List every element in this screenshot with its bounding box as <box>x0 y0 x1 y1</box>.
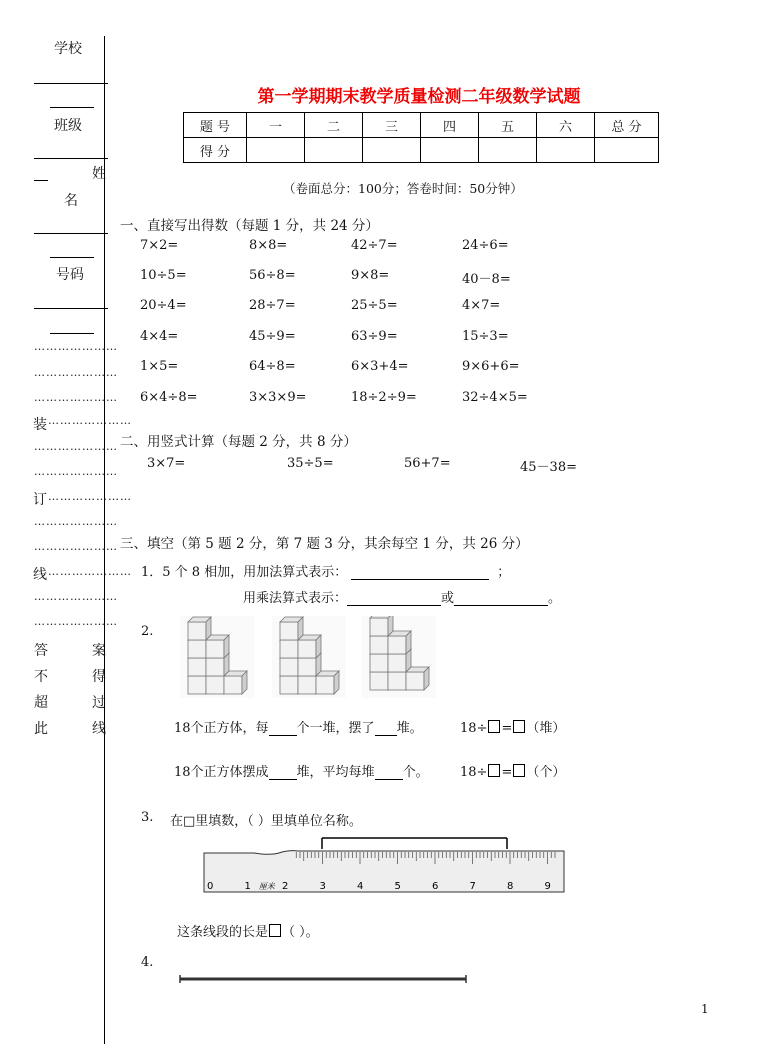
table-row-label: 得 分 <box>184 138 247 163</box>
class-label: 班级 <box>54 118 82 134</box>
score-cell[interactable] <box>247 138 305 163</box>
warn-char: 过 <box>92 695 106 711</box>
q2-equation-b <box>460 761 565 780</box>
problem: 18÷2÷9= <box>351 390 417 405</box>
table-header-cell: 二 <box>305 113 363 138</box>
ruler-unit: 厘米 <box>258 882 275 891</box>
q1-addition-end: ； <box>497 565 511 580</box>
ruler-number: 2 <box>282 881 289 892</box>
ruler-number: 9 <box>544 881 551 892</box>
q1-or: 或 <box>441 591 455 606</box>
dotted-line: ………………… <box>48 565 132 578</box>
q2-equation-a <box>460 717 565 736</box>
problem: 1×5= <box>140 359 179 374</box>
q2-a-text: 个一堆，摆了 <box>296 721 375 736</box>
dotted-line: ………………… <box>48 414 132 427</box>
problem: 40－8= <box>462 272 511 287</box>
problem: 28÷7= <box>249 298 296 313</box>
table-header-cell: 三 <box>363 113 421 138</box>
problem: 32÷4×5= <box>462 390 528 405</box>
q2-unit: （堆） <box>526 721 566 736</box>
problem: 9×8= <box>351 268 390 283</box>
problem: 56+7= <box>404 456 451 471</box>
q3-number: 3. <box>141 810 154 825</box>
q2-number: 2. <box>141 624 154 639</box>
problem: 7×2= <box>140 238 179 253</box>
dotted-line: ………………… <box>48 490 132 503</box>
page-title: 第一学期期末教学质量检测二年级数学试题 <box>257 87 581 107</box>
table-header-cell: 一 <box>247 113 305 138</box>
warn-char: 案 <box>92 643 106 659</box>
equals-sign: = <box>501 721 513 736</box>
answer-box[interactable] <box>269 924 281 937</box>
answer-blank[interactable] <box>351 565 489 580</box>
q3-answer <box>177 921 319 940</box>
q2-b-text: 堆，平均每堆 <box>296 765 375 780</box>
score-cell[interactable] <box>537 138 595 163</box>
number-blank <box>34 308 108 309</box>
q1-multiplication <box>243 587 561 606</box>
cube-stacks-image <box>180 616 460 698</box>
problem: 10÷5= <box>140 268 187 283</box>
class-blank <box>34 158 108 159</box>
q2-line-b <box>174 761 429 780</box>
score-cell[interactable] <box>421 138 479 163</box>
answer-blank[interactable] <box>269 721 297 736</box>
q1-addition-text: 1．5 个 8 相加，用加法算式表示： <box>141 565 348 580</box>
ruler-image <box>202 836 566 896</box>
problem: 20÷4= <box>140 298 187 313</box>
school-label: 学校 <box>54 41 82 57</box>
q2-eq: 18÷ <box>460 721 488 736</box>
score-cell[interactable] <box>595 138 659 163</box>
answer-blank[interactable] <box>454 591 548 606</box>
section2-heading: 二、用竖式计算（每题 2 分，共 8 分） <box>120 434 357 450</box>
name-label-1: 姓 <box>92 166 106 182</box>
ruler-number: 6 <box>432 881 439 892</box>
problem: 8×8= <box>249 238 288 253</box>
table-header-cell: 题 号 <box>184 113 247 138</box>
equals-sign: = <box>501 765 513 780</box>
ruler-number: 4 <box>357 881 364 892</box>
problem: 24÷6= <box>462 238 509 253</box>
q3-answer-end: （ ）。 <box>282 925 319 940</box>
dotted-line: ………………… <box>34 391 118 404</box>
dotted-line: ………………… <box>34 465 118 478</box>
line-segment-image <box>176 972 472 986</box>
ruler-number: 7 <box>469 881 476 892</box>
q1-addition <box>141 561 510 580</box>
problem: 3×3×9= <box>249 390 307 405</box>
number-label: 号码 <box>56 267 84 283</box>
problem: 3×7= <box>147 456 186 471</box>
warn-char: 此 <box>34 721 48 737</box>
problem: 42÷7= <box>351 238 398 253</box>
warn-char: 线 <box>92 721 106 737</box>
divider <box>50 107 94 108</box>
q2-b-text: 个。 <box>402 765 429 780</box>
table-header-cell: 总 分 <box>595 113 659 138</box>
dotted-line: ………………… <box>34 615 118 628</box>
problem: 45－38= <box>520 460 577 475</box>
warn-char: 不 <box>34 669 48 685</box>
answer-box[interactable] <box>513 720 525 733</box>
q1-multiplication-text: 用乘法算式表示： <box>243 591 348 606</box>
warn-char: 超 <box>34 695 48 711</box>
problem: 25÷5= <box>351 298 398 313</box>
name-label-2: 名 <box>64 193 78 209</box>
ruler-number: 1 <box>244 881 251 892</box>
page-number: 1 <box>701 1002 709 1016</box>
ruler-number: 3 <box>319 881 326 892</box>
answer-blank[interactable] <box>375 721 397 736</box>
problem: 56÷8= <box>249 268 296 283</box>
problem: 35÷5= <box>287 456 334 471</box>
q2-eq: 18÷ <box>460 765 488 780</box>
divider <box>50 333 94 334</box>
warn-char: 得 <box>92 669 106 685</box>
warn-char: 答 <box>34 643 48 659</box>
dotted-line: ………………… <box>34 366 118 379</box>
table-row <box>184 138 659 163</box>
answer-box[interactable] <box>488 720 500 733</box>
problem: 64÷8= <box>249 359 296 374</box>
answer-blank[interactable] <box>269 765 297 780</box>
answer-blank[interactable] <box>375 765 403 780</box>
ruler-number: 5 <box>394 881 401 892</box>
problem: 63÷9= <box>351 329 398 344</box>
problem: 6×3+4= <box>351 359 409 374</box>
dotted-line: ………………… <box>34 340 118 353</box>
q3-text: 在□里填数，（ ）里填单位名称。 <box>170 814 362 829</box>
dotted-line: ………………… <box>34 440 118 453</box>
q2-line-a <box>174 717 423 736</box>
problem: 45÷9= <box>249 329 296 344</box>
q2-b-text: 18个正方体摆成 <box>174 765 269 780</box>
answer-blank[interactable] <box>347 591 441 606</box>
name-blank <box>34 233 108 234</box>
problem: 6×4÷8= <box>140 390 198 405</box>
q3-answer-text: 这条线段的长是 <box>177 925 269 940</box>
zhuang-label: 装 <box>33 417 47 433</box>
divider <box>50 257 94 258</box>
answer-box[interactable] <box>488 764 500 777</box>
table-row <box>184 113 659 138</box>
score-cell[interactable] <box>479 138 537 163</box>
divider <box>34 180 48 181</box>
table-header-cell: 五 <box>479 113 537 138</box>
problem: 4×4= <box>140 329 179 344</box>
problem: 15÷3= <box>462 329 509 344</box>
answer-box[interactable] <box>513 764 525 777</box>
dotted-line: ………………… <box>34 540 118 553</box>
dotted-line: ………………… <box>34 590 118 603</box>
section3-heading: 三、填空（第 5 题 2 分，第 7 题 3 分，其余每空 1 分，共 26 分） <box>120 536 529 552</box>
q4-number: 4. <box>141 955 154 970</box>
score-cell[interactable] <box>363 138 421 163</box>
q2-a-text: 堆。 <box>396 721 423 736</box>
problem: 9×6+6= <box>462 359 520 374</box>
table-header-cell: 四 <box>421 113 479 138</box>
problem: 4×7= <box>462 298 501 313</box>
q2-a-text: 18个正方体，每 <box>174 721 269 736</box>
table-header-cell: 六 <box>537 113 595 138</box>
xian-label: 线 <box>33 567 47 583</box>
ding-label: 订 <box>33 492 47 508</box>
score-table <box>183 112 659 163</box>
score-cell[interactable] <box>305 138 363 163</box>
ruler-number: 0 <box>207 881 214 892</box>
section1-heading: 一、直接写出得数（每题 1 分，共 24 分） <box>120 218 379 234</box>
q1-end: 。 <box>548 591 562 606</box>
exam-info: （卷面总分：100分；答卷时间：50分钟） <box>283 181 523 196</box>
ruler-number: 8 <box>507 881 514 892</box>
dotted-line: ………………… <box>34 515 118 528</box>
q2-unit: （个） <box>526 765 566 780</box>
